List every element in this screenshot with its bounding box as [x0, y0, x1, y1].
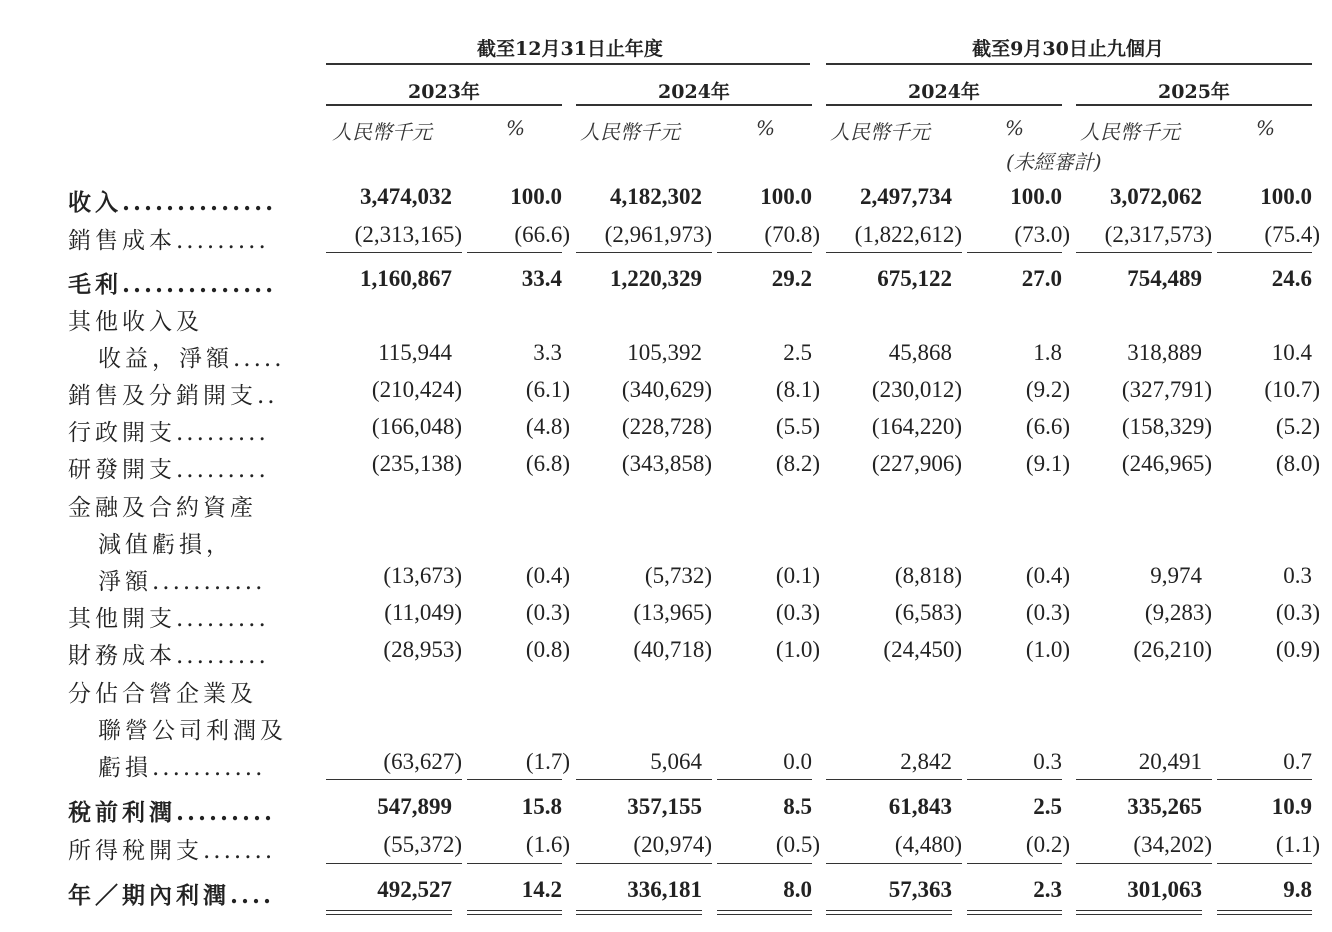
year-header-2024-nine: 2024年: [908, 81, 980, 103]
subtotal-rule: [717, 863, 812, 864]
cell-value: 357,155: [627, 794, 702, 819]
row-label: 其他開支.........: [68, 606, 269, 632]
cell-value: (1.0): [775, 637, 820, 662]
year-header-2023: 2023年: [408, 81, 480, 103]
cell-value: 8.0: [783, 877, 812, 902]
cell-value: (24,450): [883, 637, 962, 662]
cell-value: (235,138): [371, 451, 462, 476]
cell-value: (8.0): [1275, 451, 1320, 476]
row-label: 稅前利潤.........: [68, 799, 276, 826]
cell-value: (8.2): [775, 451, 820, 476]
cell-value: (0.1): [775, 563, 820, 588]
year-rule: [576, 104, 812, 106]
cell-value: 100.0: [760, 184, 812, 209]
cell-value: (0.4): [525, 563, 570, 588]
cell-value: (1.1): [1275, 832, 1320, 857]
cell-value: (228,728): [621, 414, 712, 439]
cell-value: (1.0): [1025, 637, 1070, 662]
cell-value: 1,160,867: [360, 266, 452, 291]
cell-value: (0.9): [1275, 637, 1320, 662]
cell-value: 2,842: [900, 749, 952, 774]
total-double-rule: [576, 914, 702, 915]
subtotal-rule: [967, 252, 1062, 253]
subtotal-rule: [1217, 779, 1312, 780]
cell-value: 15.8: [521, 794, 562, 819]
row-label: 收入..............: [68, 189, 277, 216]
header-nine-months: 截至9月30日止九個月: [972, 38, 1164, 60]
total-double-rule: [717, 910, 812, 911]
cell-value: (2,961,973): [604, 222, 712, 247]
cell-value: 3,474,032: [360, 184, 452, 209]
cell-value: (0.2): [1025, 832, 1070, 857]
cell-value: (0.3): [1025, 600, 1070, 625]
row-label: 金融及合約資產: [68, 495, 257, 521]
row-label: 其他收入及: [68, 309, 203, 335]
header-rule-fiscal: [326, 63, 810, 65]
subtotal-rule: [1076, 863, 1212, 864]
cell-value: (28,953): [383, 637, 462, 662]
cell-value: 115,944: [378, 340, 452, 365]
row-label: 所得稅開支.......: [68, 838, 276, 864]
subtotal-rule: [826, 863, 962, 864]
subtotal-rule: [326, 863, 462, 864]
unit-pct: %: [1256, 116, 1276, 140]
total-double-rule: [1217, 914, 1312, 915]
unaudited-note: (未經審計): [1006, 150, 1102, 174]
unit-amount: 人民幣千元: [332, 120, 432, 144]
cell-value: (0.3): [525, 600, 570, 625]
subtotal-rule: [467, 252, 562, 253]
cell-value: 27.0: [1021, 266, 1062, 291]
subtotal-rule: [576, 252, 712, 253]
subtotal-rule: [576, 779, 712, 780]
cell-value: 335,265: [1127, 794, 1202, 819]
row-label: 聯營公司利潤及: [98, 718, 287, 744]
cell-value: 3,072,062: [1110, 184, 1202, 209]
cell-value: (13,673): [383, 563, 462, 588]
unit-amount: 人民幣千元: [830, 120, 930, 144]
row-label: 收益，淨額.....: [98, 346, 285, 372]
cell-value: (210,424): [371, 377, 462, 402]
cell-value: 45,868: [888, 340, 952, 365]
cell-value: 8.5: [783, 794, 812, 819]
cell-value: (5.5): [775, 414, 820, 439]
subtotal-rule: [326, 252, 462, 253]
row-label: 財務成本.........: [68, 643, 269, 669]
unit-pct: %: [506, 116, 526, 140]
cell-value: (6.8): [525, 451, 570, 476]
cell-value: 675,122: [877, 266, 952, 291]
header-rule-nine: [826, 63, 1312, 65]
cell-value: 336,181: [627, 877, 702, 902]
cell-value: (8.1): [775, 377, 820, 402]
cell-value: (0.4): [1025, 563, 1070, 588]
cell-value: 318,889: [1127, 340, 1202, 365]
subtotal-rule: [826, 779, 962, 780]
cell-value: 10.9: [1271, 794, 1312, 819]
cell-value: (340,629): [621, 377, 712, 402]
cell-value: 754,489: [1127, 266, 1202, 291]
cell-value: (55,372): [383, 832, 462, 857]
cell-value: 547,899: [377, 794, 452, 819]
row-label: 年／期內利潤....: [68, 882, 275, 909]
cell-value: 1,220,329: [610, 266, 702, 291]
subtotal-rule: [967, 863, 1062, 864]
cell-value: (75.4): [1264, 222, 1320, 247]
year-rule: [1076, 104, 1312, 106]
cell-value: 0.7: [1283, 749, 1312, 774]
subtotal-rule: [1217, 863, 1312, 864]
cell-value: (4,480): [894, 832, 962, 857]
cell-value: (5,732): [644, 563, 712, 588]
subtotal-rule: [717, 252, 812, 253]
cell-value: 57,363: [888, 877, 952, 902]
year-rule: [326, 104, 562, 106]
cell-value: (1,822,612): [854, 222, 962, 247]
cell-value: 24.6: [1271, 266, 1312, 291]
total-double-rule: [467, 914, 562, 915]
cell-value: 14.2: [521, 877, 562, 902]
cell-value: (9,283): [1144, 600, 1212, 625]
cell-value: (246,965): [1121, 451, 1212, 476]
cell-value: (40,718): [633, 637, 712, 662]
subtotal-rule: [467, 779, 562, 780]
cell-value: (0.3): [775, 600, 820, 625]
cell-value: (4.8): [525, 414, 570, 439]
cell-value: (9.2): [1025, 377, 1070, 402]
subtotal-rule: [576, 863, 712, 864]
year-header-2025: 2025年: [1158, 81, 1230, 103]
cell-value: 5,064: [650, 749, 702, 774]
row-label: 減值虧損，: [98, 532, 233, 558]
unit-pct: %: [1005, 116, 1025, 140]
cell-value: (13,965): [633, 600, 712, 625]
subtotal-rule: [717, 779, 812, 780]
total-double-rule: [826, 914, 952, 915]
cell-value: (2,313,165): [354, 222, 462, 247]
cell-value: (1.7): [525, 749, 570, 774]
total-double-rule: [967, 914, 1062, 915]
cell-value: 4,182,302: [610, 184, 702, 209]
cell-value: (2,317,573): [1104, 222, 1212, 247]
total-double-rule: [326, 914, 452, 915]
cell-value: (230,012): [871, 377, 962, 402]
cell-value: 33.4: [521, 266, 562, 291]
cell-value: 100.0: [510, 184, 562, 209]
total-double-rule: [826, 910, 952, 911]
cell-value: (343,858): [621, 451, 712, 476]
cell-value: (6.6): [1025, 414, 1070, 439]
cell-value: 100.0: [1010, 184, 1062, 209]
cell-value: (11,049): [384, 600, 462, 625]
cell-value: (8,818): [894, 563, 962, 588]
total-double-rule: [1076, 914, 1202, 915]
cell-value: (164,220): [871, 414, 962, 439]
row-label: 分佔合營企業及: [68, 681, 257, 707]
cell-value: (10.7): [1264, 377, 1320, 402]
cell-value: 9,974: [1150, 563, 1202, 588]
cell-value: 1.8: [1033, 340, 1062, 365]
cell-value: (166,048): [371, 414, 462, 439]
row-label: 虧損...........: [98, 755, 266, 781]
cell-value: (158,329): [1121, 414, 1212, 439]
cell-value: (0.5): [775, 832, 820, 857]
cell-value: 2.5: [783, 340, 812, 365]
subtotal-rule: [967, 779, 1062, 780]
cell-value: 9.8: [1283, 877, 1312, 902]
unit-amount: 人民幣千元: [1080, 120, 1180, 144]
cell-value: (0.3): [1275, 600, 1320, 625]
cell-value: (5.2): [1275, 414, 1320, 439]
total-double-rule: [717, 914, 812, 915]
cell-value: (6,583): [894, 600, 962, 625]
unit-amount: 人民幣千元: [580, 120, 680, 144]
cell-value: 10.4: [1271, 340, 1312, 365]
total-double-rule: [967, 910, 1062, 911]
cell-value: 61,843: [888, 794, 952, 819]
cell-value: 2.5: [1033, 794, 1062, 819]
total-double-rule: [1217, 910, 1312, 911]
header-fiscal-year: 截至12月31日止年度: [477, 38, 663, 60]
unit-pct: %: [756, 116, 776, 140]
cell-value: 29.2: [771, 266, 812, 291]
total-double-rule: [467, 910, 562, 911]
cell-value: 20,491: [1138, 749, 1202, 774]
cell-value: (34,202): [1133, 832, 1212, 857]
cell-value: 0.3: [1283, 563, 1312, 588]
cell-value: (70.8): [764, 222, 820, 247]
cell-value: 301,063: [1127, 877, 1202, 902]
subtotal-rule: [467, 863, 562, 864]
cell-value: (66.6): [514, 222, 570, 247]
cell-value: (227,906): [871, 451, 962, 476]
cell-value: (6.1): [525, 377, 570, 402]
cell-value: 2.3: [1033, 877, 1062, 902]
cell-value: (73.0): [1014, 222, 1070, 247]
cell-value: (327,791): [1121, 377, 1212, 402]
total-double-rule: [326, 910, 452, 911]
cell-value: 492,527: [377, 877, 452, 902]
subtotal-rule: [1076, 252, 1212, 253]
cell-value: (20,974): [633, 832, 712, 857]
year-rule: [826, 104, 1062, 106]
row-label: 銷售及分銷開支..: [68, 383, 278, 409]
row-label: 研發開支.........: [68, 457, 269, 483]
row-label: 行政開支.........: [68, 420, 269, 446]
year-header-2024: 2024年: [658, 81, 730, 103]
row-label: 毛利..............: [68, 271, 277, 298]
cell-value: (26,210): [1133, 637, 1212, 662]
total-double-rule: [1076, 910, 1202, 911]
subtotal-rule: [1217, 252, 1312, 253]
subtotal-rule: [826, 252, 962, 253]
cell-value: (1.6): [525, 832, 570, 857]
cell-value: 0.3: [1033, 749, 1062, 774]
cell-value: 3.3: [533, 340, 562, 365]
cell-value: (9.1): [1025, 451, 1070, 476]
subtotal-rule: [326, 779, 462, 780]
cell-value: 100.0: [1260, 184, 1312, 209]
row-label: 淨額...........: [98, 569, 266, 595]
cell-value: 2,497,734: [860, 184, 952, 209]
total-double-rule: [576, 910, 702, 911]
row-label: 銷售成本.........: [68, 228, 269, 254]
cell-value: (0.8): [525, 637, 570, 662]
cell-value: (63,627): [383, 749, 462, 774]
cell-value: 105,392: [627, 340, 702, 365]
cell-value: 0.0: [783, 749, 812, 774]
subtotal-rule: [1076, 779, 1212, 780]
